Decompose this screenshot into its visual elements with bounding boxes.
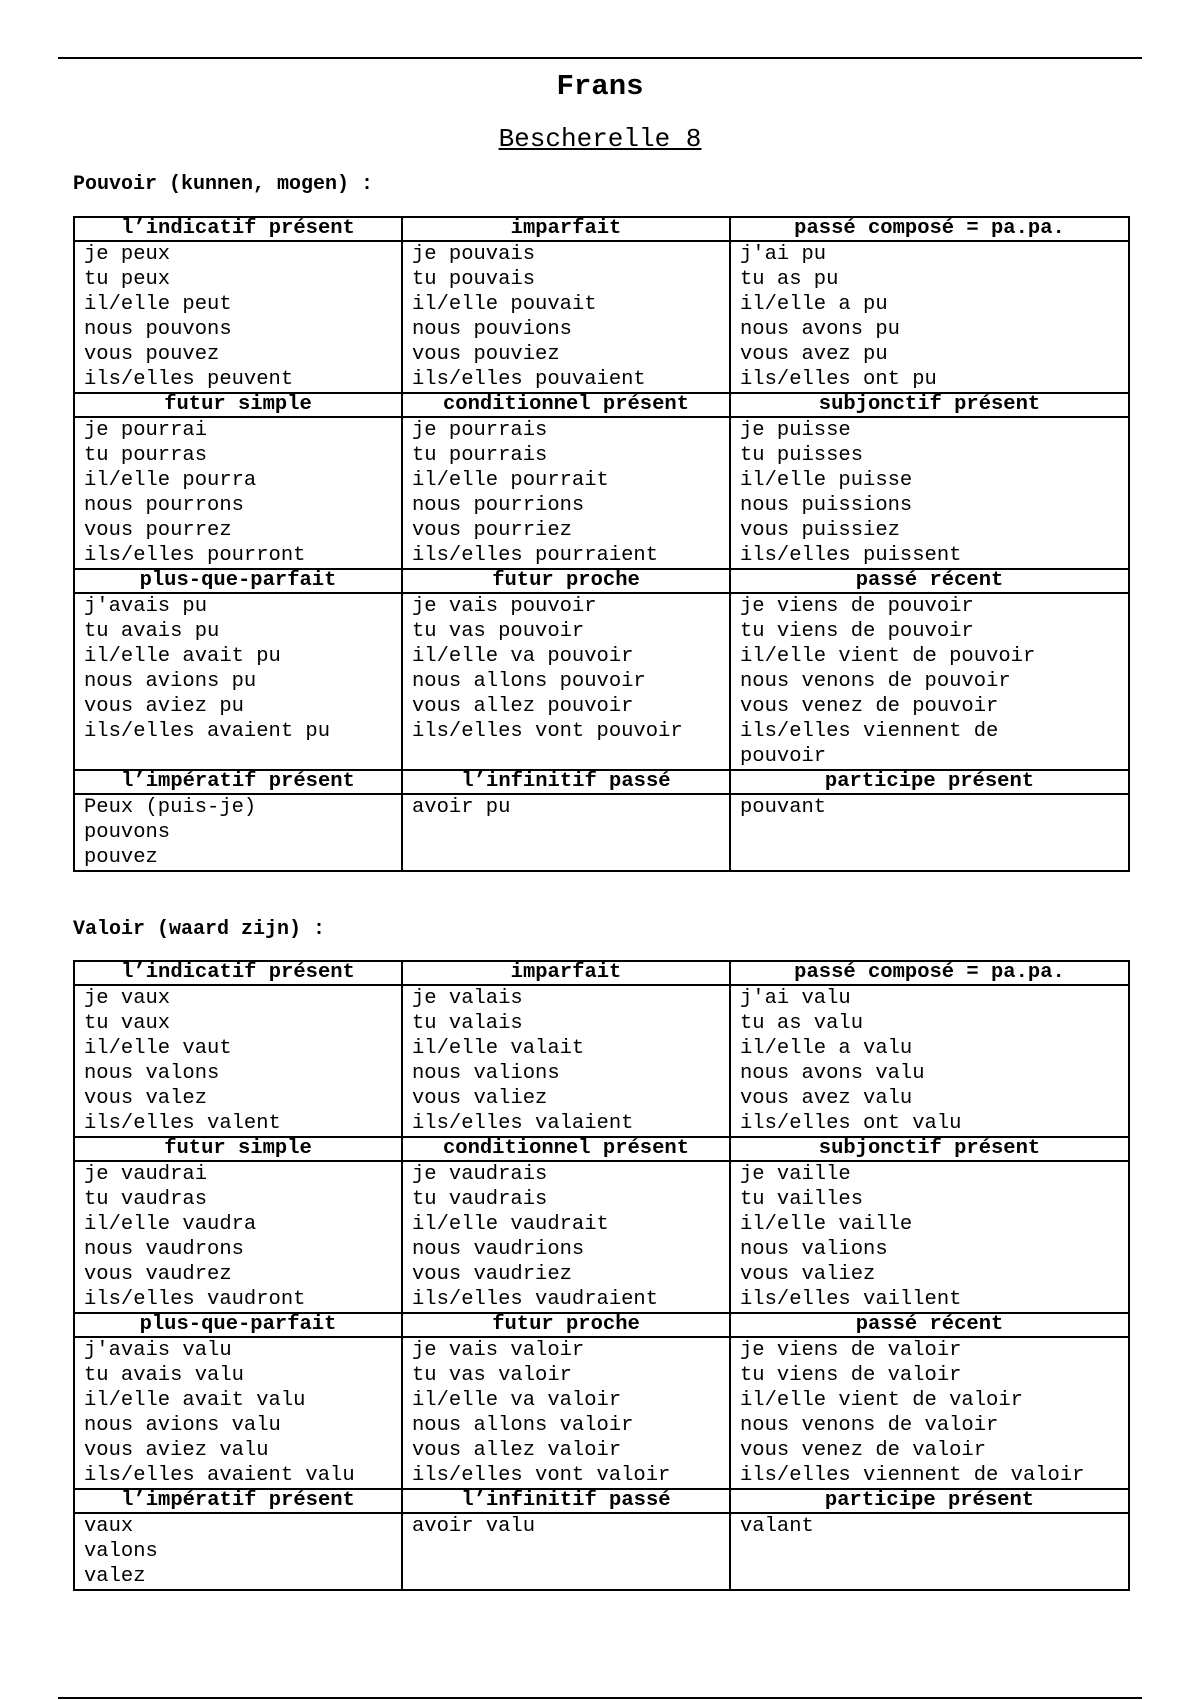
tense-header: participe présent bbox=[730, 770, 1129, 794]
conjugation-cell bbox=[74, 593, 402, 770]
conjugation-line: vous vaudriez bbox=[412, 1263, 572, 1286]
conjugation-line: il/elle a valu bbox=[740, 1037, 913, 1060]
conjugation-line: il/elle vaille bbox=[740, 1213, 913, 1236]
conjugation-line: nous pouvions bbox=[412, 318, 572, 341]
conjugation-row bbox=[74, 593, 1129, 770]
conjugation-cell bbox=[402, 241, 730, 393]
conjugation-line: ils/elles vont valoir bbox=[412, 1464, 671, 1487]
document-title: Frans bbox=[556, 70, 644, 103]
tense-header-row bbox=[74, 1313, 1129, 1337]
conjugation-line: je valais bbox=[412, 987, 523, 1010]
conjugation-line: vous valiez bbox=[740, 1263, 876, 1286]
conjugation-line: nous avions pu bbox=[84, 670, 257, 693]
tense-header-row bbox=[74, 1489, 1129, 1513]
document-subtitle: Bescherelle 8 bbox=[498, 124, 702, 154]
conjugation-line: nous venons de pouvoir bbox=[740, 670, 1011, 693]
conjugation-row bbox=[74, 417, 1129, 569]
conjugation-line: valant bbox=[740, 1515, 814, 1538]
conjugation-line: il/elle vaut bbox=[84, 1037, 232, 1060]
conjugation-line: je vaux bbox=[84, 987, 171, 1010]
conjugation-lines bbox=[740, 1162, 1119, 1312]
conjugation-lines bbox=[740, 594, 1119, 769]
tense-header: passé récent bbox=[730, 569, 1129, 593]
tense-header: imparfait bbox=[402, 217, 730, 241]
conjugation-lines bbox=[84, 1338, 392, 1488]
conjugation-line: je viens de valoir bbox=[740, 1339, 962, 1362]
tense-header: participe présent bbox=[730, 1489, 1129, 1513]
conjugation-line: tu vaudrais bbox=[412, 1188, 548, 1211]
conjugation-line: ils/elles vaillent bbox=[740, 1288, 962, 1311]
conjugation-cell bbox=[402, 417, 730, 569]
conjugation-line: j'avais pu bbox=[84, 595, 208, 618]
conjugation-line: je vais valoir bbox=[412, 1339, 585, 1362]
tense-header-row bbox=[74, 1137, 1129, 1161]
conjugation-line: il/elle pourrait bbox=[412, 469, 609, 492]
conjugation-line: nous venons de valoir bbox=[740, 1414, 999, 1437]
tense-header: l’indicatif présent bbox=[74, 217, 402, 241]
tense-header-row bbox=[74, 569, 1129, 593]
conjugation-lines bbox=[84, 795, 392, 870]
conjugation-line: je vaille bbox=[740, 1163, 851, 1186]
conjugation-line: valez bbox=[84, 1565, 146, 1588]
conjugation-line: tu puisses bbox=[740, 444, 864, 467]
conjugation-line: nous allons valoir bbox=[412, 1414, 634, 1437]
conjugation-cell bbox=[402, 593, 730, 770]
conjugation-line: tu vaux bbox=[84, 1012, 171, 1035]
conjugation-line: vous pourrez bbox=[84, 519, 232, 542]
conjugation-line: ils/elles pourront bbox=[84, 544, 306, 567]
conjugation-lines bbox=[84, 418, 392, 568]
conjugation-line: nous pouvons bbox=[84, 318, 232, 341]
conjugation-line: nous vaudrions bbox=[412, 1238, 585, 1261]
conjugation-line: je puisse bbox=[740, 419, 851, 442]
conjugation-line: nous pourrons bbox=[84, 494, 244, 517]
conjugation-line: nous valions bbox=[740, 1238, 888, 1261]
tense-header-row bbox=[74, 217, 1129, 241]
conjugation-line: il/elle avait valu bbox=[84, 1389, 306, 1412]
conjugation-lines bbox=[412, 795, 720, 870]
conjugation-line: ils/elles valent bbox=[84, 1112, 281, 1135]
conjugation-line: nous valions bbox=[412, 1062, 560, 1085]
conjugation-line: nous avions valu bbox=[84, 1414, 281, 1437]
conjugation-row bbox=[74, 1337, 1129, 1489]
conjugation-line: avoir pu bbox=[412, 796, 511, 819]
conjugation-line: vous pouvez bbox=[84, 343, 220, 366]
conjugation-line: avoir valu bbox=[412, 1515, 536, 1538]
conjugation-lines bbox=[84, 594, 392, 744]
conjugation-row bbox=[74, 985, 1129, 1137]
conjugation-line: pouvoir bbox=[740, 745, 827, 768]
conjugation-line: valons bbox=[84, 1540, 158, 1563]
conjugation-cell bbox=[74, 241, 402, 393]
conjugation-line: il/elle avait pu bbox=[84, 645, 281, 668]
tense-header: l’impératif présent bbox=[74, 1489, 402, 1513]
conjugation-line: il/elle puisse bbox=[740, 469, 913, 492]
conjugation-line: vous venez de pouvoir bbox=[740, 695, 999, 718]
conjugation-line: vous avez valu bbox=[740, 1087, 913, 1110]
conjugation-line: j'avais valu bbox=[84, 1339, 232, 1362]
conjugation-line: nous allons pouvoir bbox=[412, 670, 646, 693]
top-rule bbox=[58, 57, 1142, 59]
conjugation-cell bbox=[74, 985, 402, 1137]
conjugation-line: ils/elles viennent de bbox=[740, 720, 999, 743]
conjugation-line: tu pouvais bbox=[412, 268, 536, 291]
conjugation-line: nous avons valu bbox=[740, 1062, 925, 1085]
tense-header: passé récent bbox=[730, 1313, 1129, 1337]
conjugation-line: nous valons bbox=[84, 1062, 220, 1085]
conjugation-cell bbox=[74, 1161, 402, 1313]
conjugation-lines bbox=[740, 418, 1119, 568]
conjugation-line: vous puissiez bbox=[740, 519, 900, 542]
tense-header: l’infinitif passé bbox=[402, 770, 730, 794]
tense-header-row bbox=[74, 770, 1129, 794]
conjugation-line: ils/elles avaient pu bbox=[84, 720, 331, 743]
conjugation-line: j'ai valu bbox=[740, 987, 851, 1010]
conjugation-lines bbox=[84, 1514, 392, 1589]
tense-header-row bbox=[74, 393, 1129, 417]
tense-header: plus-que-parfait bbox=[74, 569, 402, 593]
conjugation-line: je vaudrai bbox=[84, 1163, 208, 1186]
conjugation-line: je pourrai bbox=[84, 419, 208, 442]
conjugation-line: tu viens de pouvoir bbox=[740, 620, 974, 643]
conjugation-line: tu viens de valoir bbox=[740, 1364, 962, 1387]
conjugation-line: ils/elles vont pouvoir bbox=[412, 720, 683, 743]
conjugation-row bbox=[74, 241, 1129, 393]
conjugation-line: vous aviez pu bbox=[84, 695, 244, 718]
conjugation-line: vous allez pouvoir bbox=[412, 695, 634, 718]
tense-header: l’infinitif passé bbox=[402, 1489, 730, 1513]
conjugation-lines bbox=[740, 795, 1119, 870]
conjugation-line: nous pourrions bbox=[412, 494, 585, 517]
tense-header: l’impératif présent bbox=[74, 770, 402, 794]
conjugation-table-valoir bbox=[73, 960, 1130, 1591]
conjugation-line: il/elle va valoir bbox=[412, 1389, 622, 1412]
conjugation-line: je vaudrais bbox=[412, 1163, 548, 1186]
conjugation-line: je peux bbox=[84, 243, 171, 266]
conjugation-line: tu peux bbox=[84, 268, 171, 291]
conjugation-line: nous vaudrons bbox=[84, 1238, 244, 1261]
tense-header: l’indicatif présent bbox=[74, 961, 402, 985]
tense-header: futur proche bbox=[402, 1313, 730, 1337]
conjugation-line: ils/elles vaudront bbox=[84, 1288, 306, 1311]
conjugation-lines bbox=[412, 986, 720, 1136]
conjugation-line: tu avais pu bbox=[84, 620, 220, 643]
conjugation-cell bbox=[730, 1337, 1129, 1489]
conjugation-line: vous aviez valu bbox=[84, 1439, 269, 1462]
conjugation-line: ils/elles viennent de valoir bbox=[740, 1464, 1085, 1487]
conjugation-line: tu vas pouvoir bbox=[412, 620, 585, 643]
section-heading-pouvoir: Pouvoir (kunnen, mogen) : bbox=[73, 173, 374, 196]
conjugation-cell bbox=[402, 1337, 730, 1489]
conjugation-cell bbox=[402, 794, 730, 871]
tense-header: passé composé = pa.pa. bbox=[730, 217, 1129, 241]
conjugation-line: vous vaudrez bbox=[84, 1263, 232, 1286]
conjugation-line: il/elle a pu bbox=[740, 293, 888, 316]
conjugation-cell bbox=[74, 1337, 402, 1489]
conjugation-line: vous valez bbox=[84, 1087, 208, 1110]
conjugation-line: je viens de pouvoir bbox=[740, 595, 974, 618]
conjugation-line: ils/elles ont pu bbox=[740, 368, 937, 391]
conjugation-line: il/elle pourra bbox=[84, 469, 257, 492]
conjugation-cell bbox=[402, 1161, 730, 1313]
conjugation-cell bbox=[402, 1513, 730, 1590]
tense-header: futur proche bbox=[402, 569, 730, 593]
conjugation-line: pouvant bbox=[740, 796, 827, 819]
conjugation-table-pouvoir bbox=[73, 216, 1130, 872]
conjugation-lines bbox=[740, 1338, 1119, 1488]
conjugation-line: Peux (puis-je) bbox=[84, 796, 257, 819]
conjugation-line: il/elle pouvait bbox=[412, 293, 597, 316]
conjugation-line: ils/elles peuvent bbox=[84, 368, 294, 391]
tense-header: subjonctif présent bbox=[730, 393, 1129, 417]
conjugation-lines bbox=[84, 1162, 392, 1312]
tense-header: subjonctif présent bbox=[730, 1137, 1129, 1161]
conjugation-line: vous avez pu bbox=[740, 343, 888, 366]
conjugation-line: il/elle vaudra bbox=[84, 1213, 257, 1236]
section-heading-valoir: Valoir (waard zijn) : bbox=[73, 918, 326, 941]
tense-header: futur simple bbox=[74, 1137, 402, 1161]
conjugation-cell bbox=[402, 985, 730, 1137]
conjugation-line: ils/elles avaient valu bbox=[84, 1464, 355, 1487]
conjugation-line: ils/elles puissent bbox=[740, 544, 962, 567]
conjugation-line: vous valiez bbox=[412, 1087, 548, 1110]
conjugation-line: il/elle peut bbox=[84, 293, 232, 316]
conjugation-cell bbox=[730, 794, 1129, 871]
tense-header: futur simple bbox=[74, 393, 402, 417]
conjugation-line: il/elle vaudrait bbox=[412, 1213, 609, 1236]
conjugation-line: il/elle valait bbox=[412, 1037, 585, 1060]
tense-header-row bbox=[74, 961, 1129, 985]
conjugation-line: tu as valu bbox=[740, 1012, 864, 1035]
conjugation-row bbox=[74, 794, 1129, 871]
conjugation-lines bbox=[84, 242, 392, 392]
conjugation-line: tu vaudras bbox=[84, 1188, 208, 1211]
conjugation-cell bbox=[730, 241, 1129, 393]
conjugation-line: je pourrais bbox=[412, 419, 548, 442]
conjugation-line: pouvons bbox=[84, 821, 171, 844]
conjugation-line: ils/elles pouvaient bbox=[412, 368, 646, 391]
conjugation-cell bbox=[730, 417, 1129, 569]
conjugation-lines bbox=[412, 1162, 720, 1312]
conjugation-line: pouvez bbox=[84, 846, 158, 869]
conjugation-line: ils/elles valaient bbox=[412, 1112, 634, 1135]
bottom-rule bbox=[58, 1697, 1142, 1699]
conjugation-lines bbox=[740, 1514, 1119, 1589]
tense-header: conditionnel présent bbox=[402, 393, 730, 417]
tense-header: plus-que-parfait bbox=[74, 1313, 402, 1337]
conjugation-lines bbox=[740, 986, 1119, 1136]
conjugation-line: vous venez de valoir bbox=[740, 1439, 987, 1462]
conjugation-cell bbox=[730, 1161, 1129, 1313]
conjugation-lines bbox=[412, 594, 720, 744]
conjugation-line: je pouvais bbox=[412, 243, 536, 266]
conjugation-lines bbox=[412, 1514, 720, 1589]
conjugation-cell bbox=[730, 1513, 1129, 1590]
conjugation-row bbox=[74, 1161, 1129, 1313]
conjugation-cell bbox=[74, 1513, 402, 1590]
conjugation-line: ils/elles vaudraient bbox=[412, 1288, 659, 1311]
conjugation-lines bbox=[84, 986, 392, 1136]
conjugation-line: vous allez valoir bbox=[412, 1439, 622, 1462]
conjugation-line: j'ai pu bbox=[740, 243, 827, 266]
tense-header: imparfait bbox=[402, 961, 730, 985]
conjugation-line: vaux bbox=[84, 1515, 134, 1538]
conjugation-line: ils/elles ont valu bbox=[740, 1112, 962, 1135]
conjugation-lines bbox=[740, 242, 1119, 392]
conjugation-line: nous puissions bbox=[740, 494, 913, 517]
conjugation-cell bbox=[730, 593, 1129, 770]
conjugation-line: tu vailles bbox=[740, 1188, 864, 1211]
conjugation-line: nous avons pu bbox=[740, 318, 900, 341]
conjugation-line: vous pourriez bbox=[412, 519, 572, 542]
conjugation-cell bbox=[730, 985, 1129, 1137]
conjugation-line: tu as pu bbox=[740, 268, 839, 291]
conjugation-line: tu avais valu bbox=[84, 1364, 244, 1387]
conjugation-cell bbox=[74, 417, 402, 569]
conjugation-row bbox=[74, 1513, 1129, 1590]
conjugation-line: vous pouviez bbox=[412, 343, 560, 366]
tense-header: conditionnel présent bbox=[402, 1137, 730, 1161]
conjugation-line: il/elle vient de valoir bbox=[740, 1389, 1023, 1412]
conjugation-line: tu vas valoir bbox=[412, 1364, 572, 1387]
conjugation-line: tu pourras bbox=[84, 444, 208, 467]
conjugation-cell bbox=[74, 794, 402, 871]
conjugation-line: ils/elles pourraient bbox=[412, 544, 659, 567]
conjugation-line: il/elle va pouvoir bbox=[412, 645, 634, 668]
conjugation-line: tu valais bbox=[412, 1012, 523, 1035]
conjugation-line: je vais pouvoir bbox=[412, 595, 597, 618]
tense-header: passé composé = pa.pa. bbox=[730, 961, 1129, 985]
conjugation-lines bbox=[412, 242, 720, 392]
conjugation-lines bbox=[412, 418, 720, 568]
conjugation-line: il/elle vient de pouvoir bbox=[740, 645, 1036, 668]
conjugation-line: tu pourrais bbox=[412, 444, 548, 467]
conjugation-lines bbox=[412, 1338, 720, 1488]
